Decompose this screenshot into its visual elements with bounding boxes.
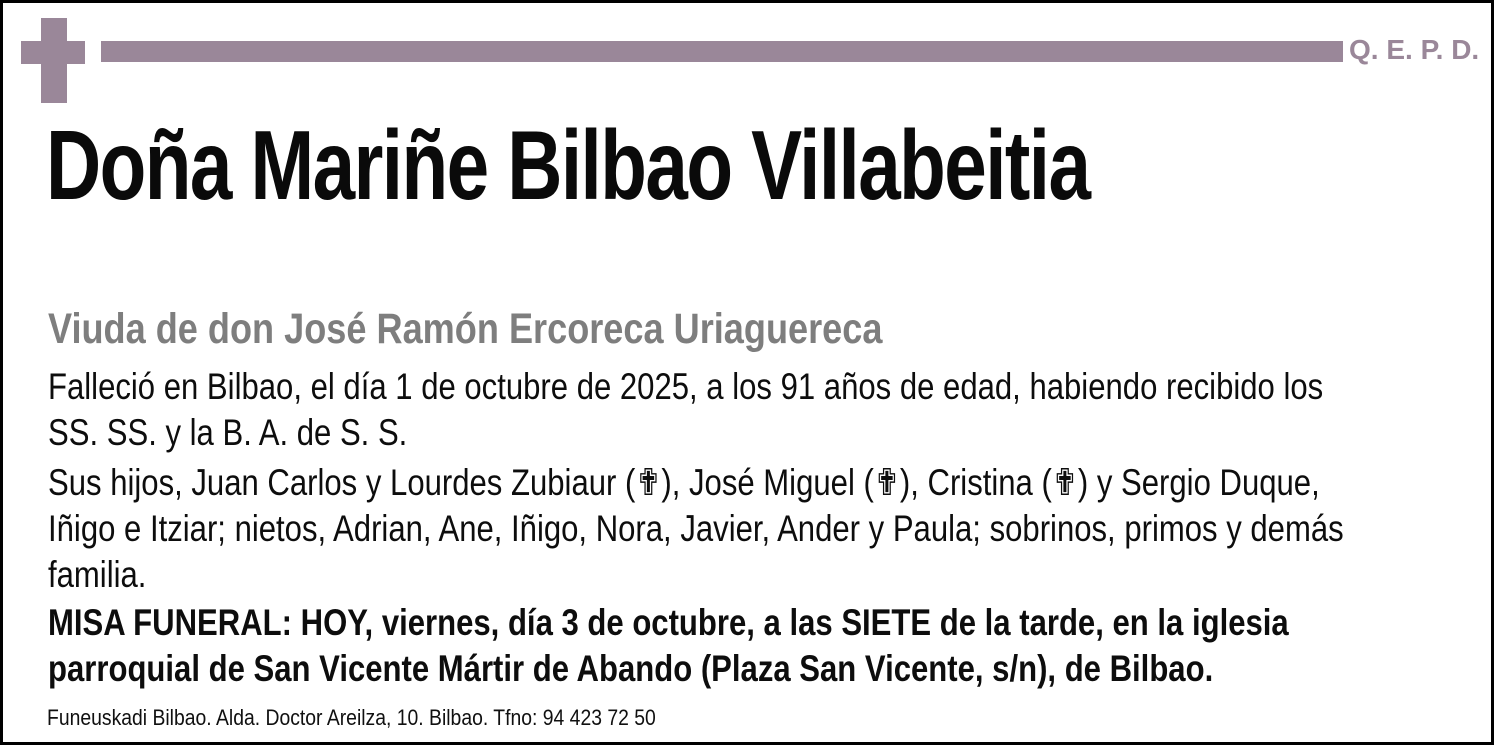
funeral-home-footer: Funeuskadi Bilbao. Alda. Doctor Areilza, 10. Bilbao. Tfno: 94 423 72 50 [47, 705, 656, 730]
funeral-mass-paragraph [48, 600, 1289, 692]
cross-horizontal-bar [21, 41, 85, 64]
text-line: parroquial de San Vicente Mártir de Abando (Plaza San Vicente, s/n), de Bilbao. [48, 648, 1214, 689]
header-rule [101, 41, 1343, 62]
widow-subtitle: Viuda de don José Ramón Ercoreca Uriaguereca [48, 305, 883, 353]
text-line: Iñigo e Itziar; nietos, Adrian, Ane, Iñigo, Nora, Javier, Ander y Paula; sobrinos, primos y demás [48, 508, 1344, 549]
text-line: SS. SS. y la B. A. de S. S. [48, 412, 408, 453]
text-line: Sus hijos, Juan Carlos y Lourdes Zubiaur (✟), José Miguel (✟), Cristina (✟) y Sergio Duque, [48, 462, 1320, 503]
qepd-label: Q. E. P. D. [1349, 34, 1480, 65]
text-line: familia. [48, 554, 147, 595]
text-line: Falleció en Bilbao, el día 1 de octubre de 2025, a los 91 años de edad, habiendo recibido los [48, 366, 1324, 407]
text-line: MISA FUNERAL: HOY, viernes, día 3 de octubre, a las SIETE de la tarde, en la iglesia [48, 602, 1289, 643]
deceased-info-paragraph [48, 364, 1323, 456]
latin-cross-icon [21, 18, 85, 103]
deceased-name-title: Doña Mariñe Bilbao Villabeitia [46, 110, 1090, 220]
family-paragraph [48, 460, 1344, 598]
